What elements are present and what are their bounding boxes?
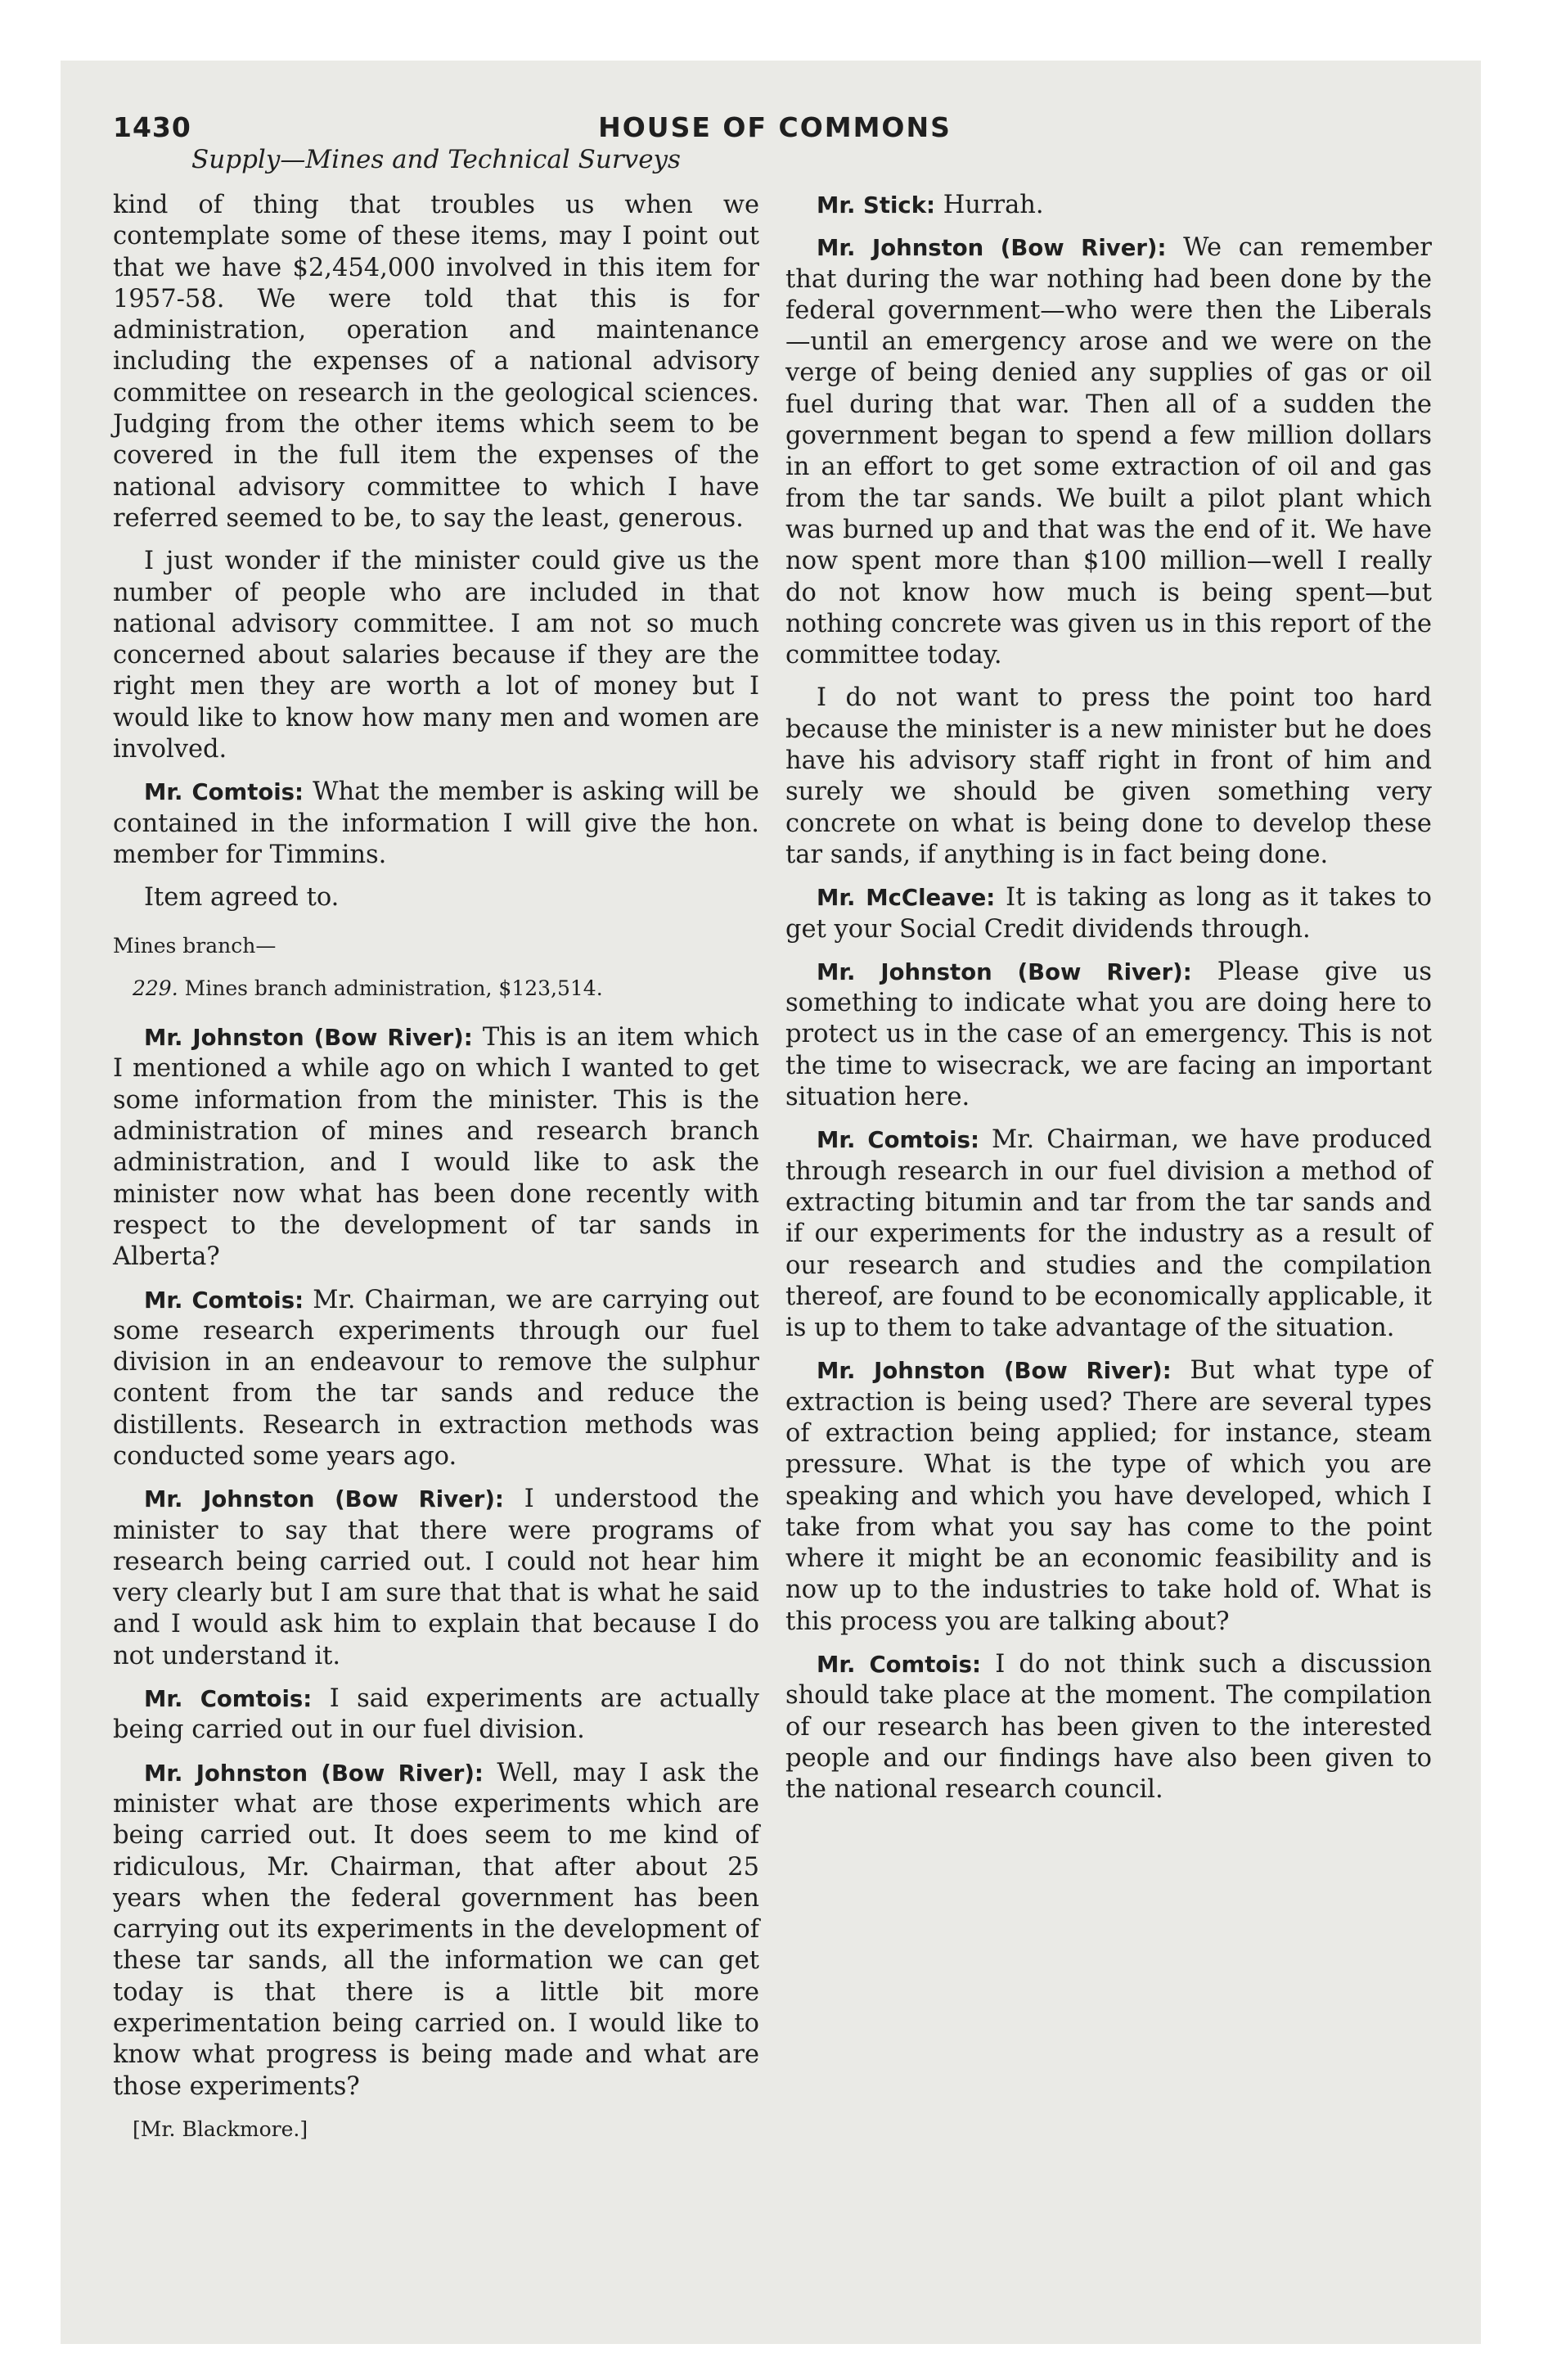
speech-text: Hurrah. bbox=[943, 191, 1044, 219]
speech-text: What the member is asking will be contained in the information I will give the hon. member for Timmins. bbox=[113, 778, 759, 869]
speaker-name: Mr. Comtois: bbox=[144, 1686, 313, 1713]
speaker-name: Mr. Johnston (Bow River): bbox=[817, 958, 1192, 985]
speech bbox=[113, 1022, 759, 1273]
vote-item bbox=[113, 973, 759, 1004]
speech bbox=[785, 1355, 1432, 1638]
speaker-name: Mr. Comtois: bbox=[817, 1127, 979, 1154]
speech bbox=[113, 1684, 759, 1747]
speaker-name: Mr. Johnston (Bow River): bbox=[144, 1486, 504, 1513]
speaker-name: Mr. Johnston (Bow River): bbox=[817, 1358, 1172, 1385]
speech-text: But what type of extraction is being used? There are several types of extraction being applied; for instance, steam pressure. What is the type of which you are speaking and which you have developed, which I take from what you say has come to the point where it might be an economic feasibility and is now up to the industries to take hold of. What is this process you are talking about? bbox=[785, 1356, 1432, 1636]
speech bbox=[113, 777, 759, 871]
speech bbox=[785, 882, 1432, 945]
page-number: 1430 bbox=[113, 111, 191, 143]
speech bbox=[785, 957, 1432, 1113]
section-subhead: Supply—Mines and Technical Surveys bbox=[191, 145, 681, 174]
paragraph: kind of thing that troubles us when we contemplate some of these items, may I point out that we have $2,454,000 involved in this item for 1957-58. We were told that this is for administration, operation and maintenance including the expenses of a national advisory committee on research in the geological sciences. Judging from the other items which seem to be covered in the full item the expenses of the national advisory committee to which I have referred seemed to be, to say the least, generous. bbox=[113, 191, 759, 533]
left-column bbox=[113, 190, 759, 2157]
speech bbox=[785, 1125, 1432, 1344]
speech bbox=[785, 1649, 1432, 1805]
item-agreed: Item agreed to. bbox=[144, 883, 340, 913]
speech bbox=[785, 190, 1432, 221]
vote-number: 229. bbox=[133, 976, 178, 1000]
vote-text: Mines branch administration, $123,514. bbox=[184, 976, 603, 1000]
speech-text: Please give us something to indicate what you are doing here to protect us in the case of an emergency. This is not the time to wisecrack, we are facing an important situation here. bbox=[785, 957, 1432, 1112]
paragraph: I just wonder if the minister could give us the number of people who are included in that national advisory committee. I am not so much concerned about salaries because if they are the right men they are worth a lot of money but I would like to know how many men and women are involved. bbox=[113, 547, 759, 764]
speech-text: This is an item which I mentioned a while ago on which I wanted to get some information from the minister. This is the administration of mines and research branch administration, and I would like to ask the minister now what has been done recently with respect to the development of tar sands in Alberta? bbox=[113, 1023, 759, 1272]
speech-text: Mr. Chairman, we are carrying out some research experiments through our fuel division in an endeavour to remove the sulphur content from the tar sands and reduce the distillents. Research in extraction methods was conducted some years ago. bbox=[113, 1285, 759, 1471]
right-column bbox=[785, 190, 1432, 1818]
speech bbox=[113, 1285, 759, 1473]
speaker-name: Mr. Comtois: bbox=[144, 779, 304, 806]
speech-text: It is taking as long as it takes to get your Social Credit dividends through. bbox=[785, 883, 1432, 944]
speech bbox=[785, 232, 1432, 671]
speaker-name: Mr. Johnston (Bow River): bbox=[144, 1760, 484, 1787]
speaker-name: Mr. Comtois: bbox=[817, 1652, 982, 1679]
section-label: Mines branch— bbox=[113, 933, 277, 958]
speech-text: I said experiments are actually being carried out in our fuel division. bbox=[113, 1684, 759, 1745]
speaker-name: Mr. Johnston (Bow River): bbox=[817, 235, 1167, 262]
speaker-name: Mr. McCleave: bbox=[817, 885, 996, 912]
speech-text: We can remember that during the war nothing had been done by the federal government—who were then the Liberals—until an emergency arose and we were on the verge of being denied any supplies of gas or oil fuel during that war. Then all of a sudden the government began to spend a few million dollars in an effort to get some extraction of oil and gas from the tar sands. We built a pilot plant which was burned up and that was the end of it. We have now spent more than $100 million—well I really do not know how much is being spent—but nothing concrete was given us in this report of the committee today. bbox=[785, 233, 1433, 670]
speech-text: Mr. Chairman, we have produced through research in our fuel division a method of extracting bitumin and tar from the tar sands and if our experiments for the industry as a result of our research and studies and the compilation thereof, are found to be economically applicable, it is up to them to take advantage of the situation. bbox=[785, 1125, 1432, 1343]
speaker-name: Mr. Johnston (Bow River): bbox=[144, 1025, 473, 1052]
speaker-name: Mr. Comtois: bbox=[144, 1287, 304, 1314]
speech-text: I do not think such a discussion should take place at the moment. The compilation of our research has been given to the interested people and our findings have also been given to the national research council. bbox=[785, 1650, 1432, 1805]
speech bbox=[113, 1484, 759, 1672]
speech bbox=[113, 1758, 759, 2103]
speech-text: I understood the minister to say that there were programs of research being carried out. I could not hear him very clearly but I am sure that that is what he said and I would ask him to explain that because I do not understand it. bbox=[113, 1485, 759, 1670]
running-head: HOUSE OF COMMONS bbox=[598, 111, 952, 143]
footer-note: [Mr. Blackmore.] bbox=[133, 2116, 308, 2141]
speaker-name: Mr. Stick: bbox=[817, 192, 935, 219]
paragraph: I do not want to press the point too hard because the minister is a new minister but he does have his advisory staff right in front of him and surely we should be given something very concrete on what is being done to develop these tar sands, if anything is in fact being done. bbox=[785, 683, 1432, 869]
speech-text: Well, may I ask the minister what are those experiments which are being carried out. It does seem to me kind of ridiculous, Mr. Chairman, that after about 25 years when the federal government has been carrying out its experiments in the development of these tar sands, all the information we can get today is that there is a little bit more experimentation being carried on. I would like to know what progress is being made and what are those experiments? bbox=[113, 1758, 759, 2101]
